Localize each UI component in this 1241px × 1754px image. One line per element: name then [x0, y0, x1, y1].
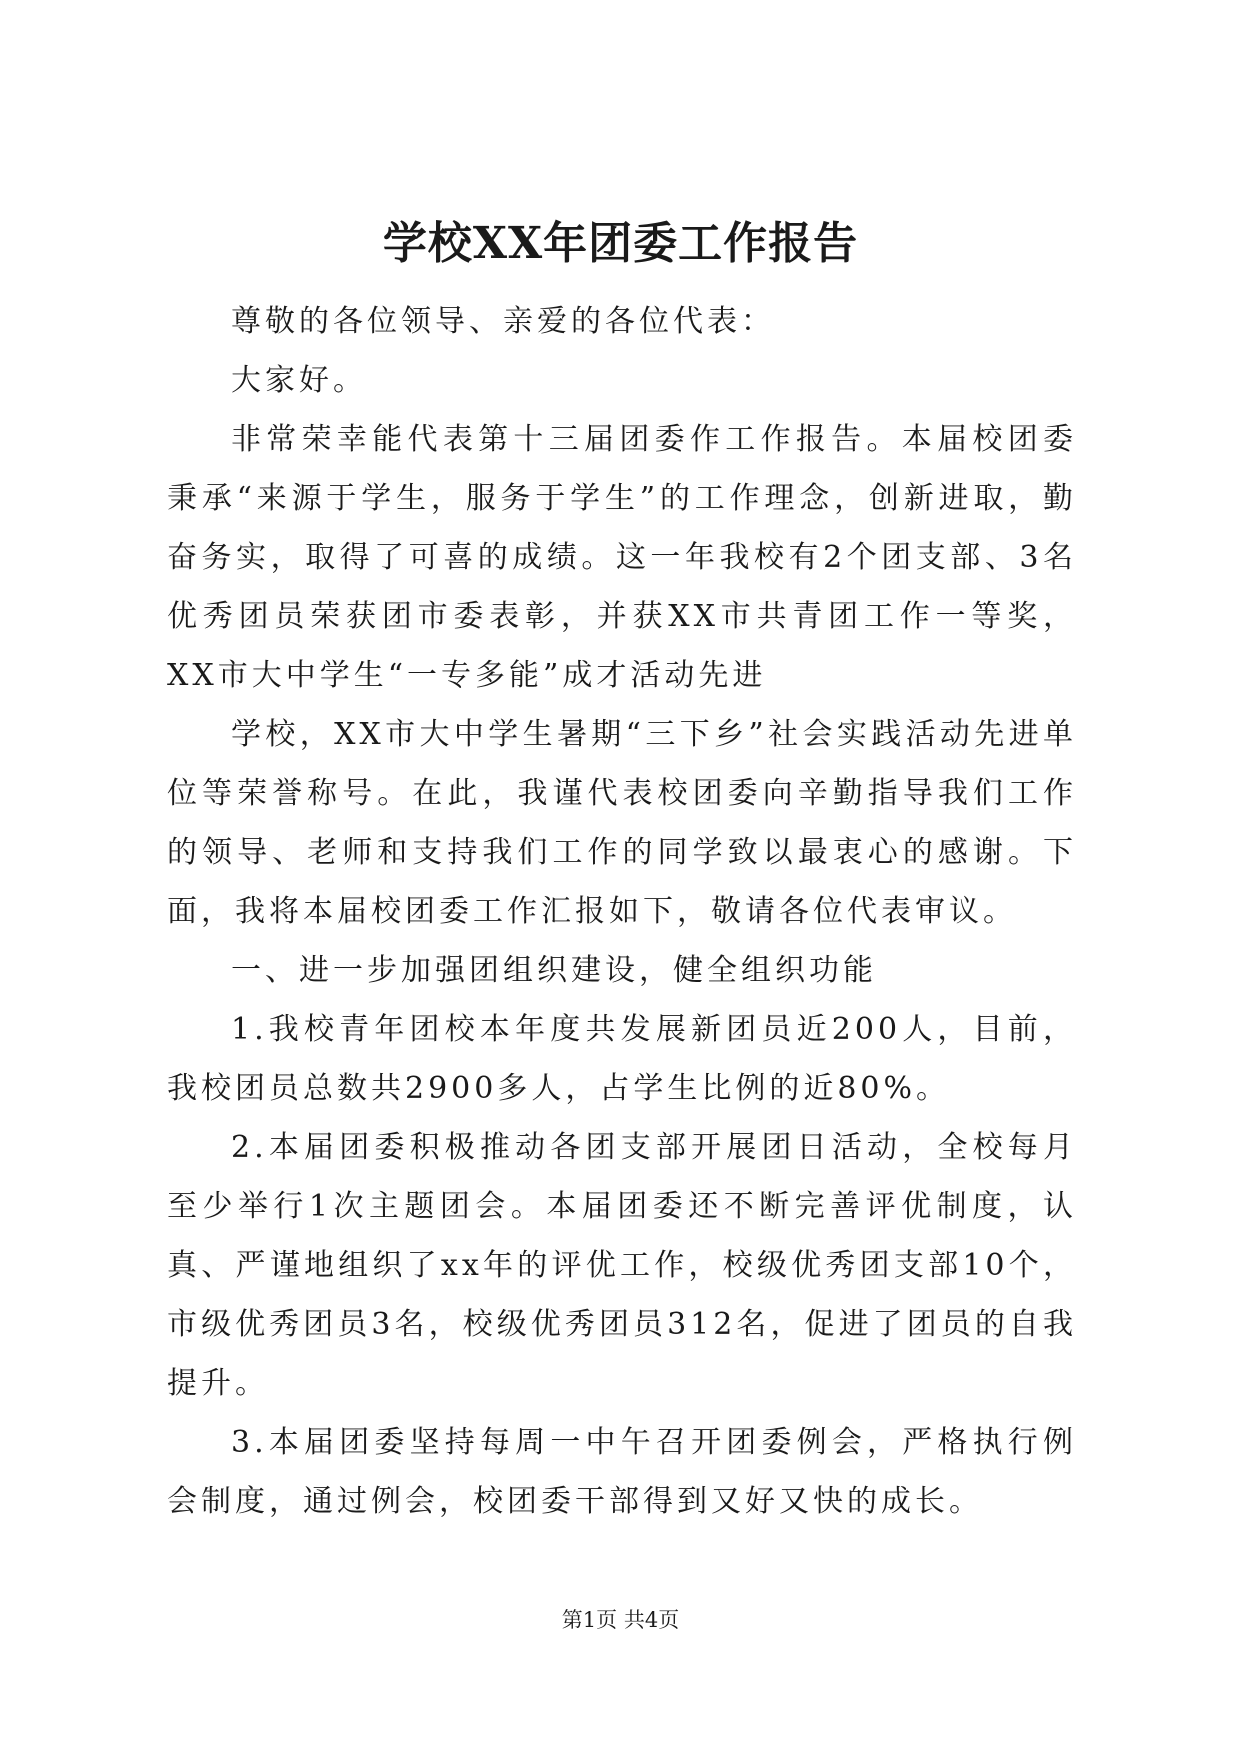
section-heading: 一、进一步加强团组织建设，健全组织功能	[231, 953, 877, 988]
salutation-paragraph: 尊敬的各位领导、亲爱的各位代表：	[231, 304, 775, 339]
list-item-2: 2.本届团委积极推动各团支部开展团日活动，全校每月至少举行1次主题团会。本届团委还不断完善评优制度，认真、严谨地组织了xx年的评优工作，校级优秀团支部10个，市级优秀团员3名，校级优秀团员312名，促进了团员的自我提升。	[167, 1130, 1077, 1401]
list-item-1: 1.我校青年团校本年度共发展新团员近200人，目前，我校团员总数共2900多人，占学生比例的近80%。	[167, 1012, 1077, 1106]
greeting-paragraph: 大家好。	[231, 363, 367, 398]
thanks-paragraph: 学校，XX市大中学生暑期“三下乡”社会实践活动先进单位等荣誉称号。在此，我谨代表校团委向辛勤指导我们工作的领导、老师和支持我们工作的同学致以最衷心的感谢。下面，我将本届校团委工作汇报如下，敬请各位代表审议。	[167, 717, 1077, 929]
page-number: 第1页 共4页	[561, 1608, 680, 1632]
intro-paragraph: 非常荣幸能代表第十三届团委作工作报告。本届校团委秉承“来源于学生，服务于学生”的工作理念，创新进取，勤奋务实，取得了可喜的成绩。这一年我校有2个团支部、3名优秀团员荣获团市委表彰，并获XX市共青团工作一等奖，XX市大中学生“一专多能”成才活动先进	[167, 422, 1077, 693]
document-title: 学校XX年团委工作报告	[382, 218, 859, 269]
document-body	[167, 292, 1077, 1531]
list-item-3: 3.本届团委坚持每周一中午召开团委例会，严格执行例会制度，通过例会，校团委干部得到又好又快的成长。	[167, 1425, 1077, 1519]
